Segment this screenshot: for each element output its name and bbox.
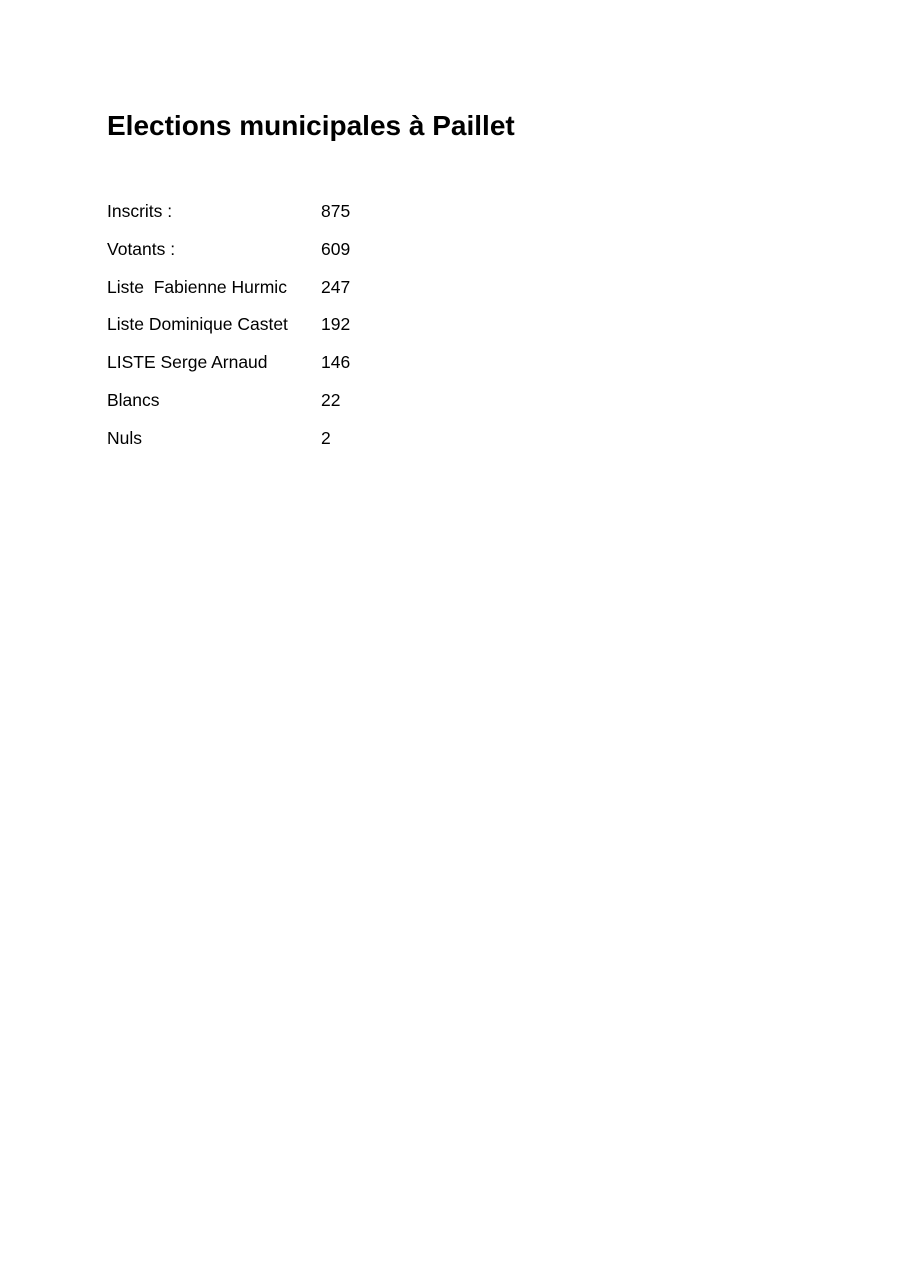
row-label: Liste Fabienne Hurmic [107,276,287,297]
row-label: Inscrits : [107,201,173,221]
row-value: 2 [321,427,331,448]
row-value: 247 [321,276,351,297]
row-liste-hurmic [107,273,507,311]
row-value: 146 [321,352,351,373]
row-value: 22 [321,389,341,410]
row-blancs [107,386,507,424]
row-votants [107,235,507,273]
row-inscrits [107,197,507,235]
results-table [107,197,507,462]
row-nuls [107,424,507,462]
row-value: 609 [321,238,351,259]
row-label: Nuls [107,427,143,448]
row-liste-arnaud [107,348,507,386]
row-label: LISTE Serge Arnaud [107,352,268,373]
row-value: 192 [321,314,351,335]
row-value: 875 [321,201,351,221]
page-title: Elections municipales à Paillet [107,110,515,141]
row-label: Blancs [107,389,160,410]
row-label: Liste Dominique Castet [107,314,288,335]
row-liste-castet [107,310,507,348]
row-label: Votants : [107,238,176,259]
